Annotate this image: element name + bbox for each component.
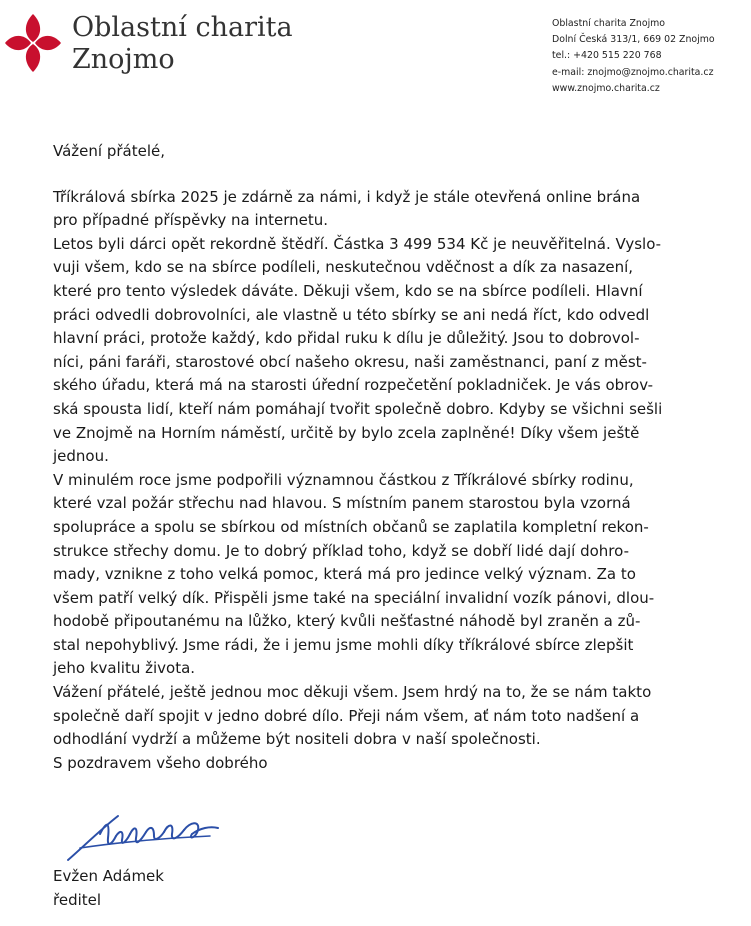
letter-line: mady, vznikne z toho velká pomoc, která má pro jedince velký význam. Za to: [53, 565, 636, 584]
handwritten-signature-icon: [60, 808, 240, 866]
contact-email[interactable]: e-mail: znojmo@znojmo.charita.cz: [552, 66, 714, 78]
letter-line: všem patří velký dík. Přispěli jsme také na speciální invalidní vozík pánovi, dlou-: [53, 588, 655, 607]
org-name-line-1: Oblastní charita: [72, 12, 293, 43]
letter-line: které pro tento výsledek dáváte. Děkuji všem, kdo se na sbírce podíleli. Hlavní: [53, 281, 643, 300]
letter-line: které vzal požár střechu nad hlavou. S místním panem starostou byla vzorná: [53, 494, 631, 513]
letter-line: Letos byli dárci opět rekordně štědří. Částka 3 499 534 Kč je neuvěřitelná. Vyslo-: [53, 234, 662, 253]
letter-line: jednou.: [53, 447, 109, 466]
letter-line: Vážení přátelé, ještě jednou moc děkuji všem. Jsem hrdý na to, že se nám takto: [53, 683, 652, 702]
signatory-title: ředitel: [53, 891, 102, 909]
letter-line: jeho kvalitu života.: [53, 659, 196, 678]
letter-line: vuji všem, kdo se na sbírce podíleli, neskutečnou vděčnost a dík za nasazení,: [53, 258, 634, 277]
letter-line: hodobě připoutanému na lůžko, který kvůli nešťastné náhodě byl zraněn a zů-: [53, 612, 641, 631]
logo-shape: [5, 14, 61, 72]
contact-address: Dolní Česká 313/1, 669 02 Znojmo: [552, 34, 715, 46]
contact-org: Oblastní charita Znojmo: [552, 18, 666, 29]
letter-line: strukce střechy domu. Je to dobrý příklad toho, když se dobří lidé dají dohro-: [53, 541, 630, 560]
letter-body: [53, 140, 743, 775]
letter-line: hlavní práci, protože každý, kdo přidal ruku k dílu je důležitý. Jsou to dobrovol-: [53, 329, 640, 348]
letter-line: níci, páni faráři, starostové obcí našeho okresu, naši zaměstnanci, paní z měst-: [53, 352, 647, 371]
organization-name: [72, 12, 293, 76]
letter-line: práci odvedli dobrovolníci, ale vlastně u této sbírky se ani nedá říct, kdo odvedl: [53, 305, 650, 324]
letter-line: společně daří spojit v jedno dobré dílo. Přeji nám všem, ať nám toto nadšení a: [53, 706, 640, 725]
signatory-name: Evžen Adámek: [53, 867, 164, 885]
contact-website[interactable]: www.znojmo.charita.cz: [552, 82, 660, 94]
letter-greeting: Vážení přátelé,: [53, 142, 165, 160]
letter-line: pro případné příspěvky na internetu.: [53, 211, 329, 230]
letter-closing: S pozdravem všeho dobrého: [53, 753, 268, 772]
contact-phone: tel.: +420 515 220 768: [552, 50, 662, 62]
letter-line: ská spousta lidí, kteří nám pomáhají tvořit společně dobro. Kdyby se všichni sešli: [53, 399, 663, 418]
letter-line: spolupráce a spolu se sbírkou od místních občanů se zaplatila kompletní rekon-: [53, 517, 649, 536]
letter-line: Tříkrálová sbírka 2025 je zdárně za námi, i když je stále otevřená online brána: [53, 187, 641, 206]
contact-block: [552, 16, 715, 97]
org-name-line-2: Znojmo: [72, 44, 175, 75]
charity-cross-logo-icon: [4, 12, 62, 74]
signatory: [53, 864, 164, 912]
letter-line: ského úřadu, která má na starosti úřední rozpečetění pokladniček. Je vás obrov-: [53, 376, 654, 395]
letter-line: V minulém roce jsme podpořili významnou částkou z Tříkrálové sbírky rodinu,: [53, 470, 634, 489]
letter-line: stal nepohyblivý. Jsme rádi, že i jemu jsme mohli díky tříkrálové sbírce zlepšit: [53, 635, 634, 654]
letter-line: odhodlání vydrží a můžeme být nositeli dobra v naší společnosti.: [53, 730, 541, 749]
letter-line: ve Znojmě na Horním náměstí, určitě by bylo zcela zaplněné! Díky všem ještě: [53, 423, 640, 442]
